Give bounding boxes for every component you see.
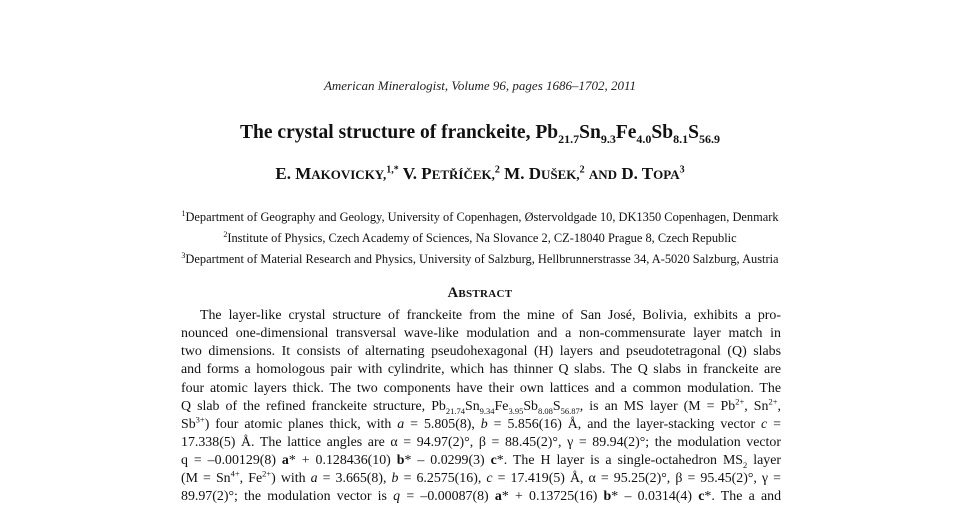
formula-subscript-2: 4.0 bbox=[636, 131, 652, 146]
formula-subscript-3: 8.1 bbox=[673, 131, 689, 146]
author-affil-mark: 1,* bbox=[386, 164, 399, 176]
abstract-line-9: ($M = Sn^{4+}$, $Fe^{2+}$) with a = 3.665(8), b = 6.2575(16), c = 17.419(5) Å, α = 95.25(2)°, β = 95.45(2)°, γ = bbox=[181, 468, 781, 487]
formula-element-4: S bbox=[688, 122, 699, 143]
affiliation-text: Department of Geography and Geology, University of Copenhagen, Østervoldgade 10, DK1350 Copenhagen, Denmark bbox=[185, 210, 779, 225]
formula-element-2: Fe bbox=[615, 122, 637, 143]
author-0 bbox=[275, 164, 398, 183]
formula-subscript-1: 9.3 bbox=[600, 131, 616, 146]
affiliation-number: 3 bbox=[181, 251, 186, 261]
abstract-line-5: Q slab of the refined franckeite structure, $Pb_{21.74}Sn_{9.34}Fe_{3.95}Sb_{8.08}S_{56.87}$, is an MS layer ($M = Pb^{2+}$, $Sn^{2+}$, bbox=[181, 396, 782, 416]
author-and: AND bbox=[588, 167, 618, 182]
title-formula bbox=[535, 122, 720, 146]
formula-element-1: Sn bbox=[579, 122, 601, 143]
formula-subscript-4: 56.9 bbox=[698, 131, 720, 146]
formula-element-3: Sb bbox=[651, 122, 674, 143]
author-initial: E. M bbox=[275, 164, 312, 183]
affiliation-2 bbox=[0, 226, 960, 247]
author-surname: AKOVICKY, bbox=[311, 167, 387, 182]
author-surname: OPA bbox=[653, 167, 680, 182]
author-affil-mark: 2 bbox=[579, 164, 585, 176]
affiliation-text: Department of Material Research and Physics, University of Salzburg, Hellbrunnerstrasse 34, A-5020 Salzburg, Austria bbox=[185, 252, 779, 267]
author-surname: ETŘÍČEK, bbox=[431, 167, 495, 182]
author-affil-mark: 3 bbox=[679, 164, 685, 176]
abstract-line-10: 89.97(2)°; the modulation vector is q = –0.00087(8) a* + 0.13725(16) b* – 0.0314(4) c*. The a and bbox=[181, 489, 782, 505]
journal-citation: American Mineralogist, Volume 96, pages 1686–1702, 2011 bbox=[323, 78, 637, 93]
abstract-line-3: and forms a homologous pair with cylindrite, which has thinner Q slabs. The Q slabs in franckeite are bbox=[181, 362, 781, 378]
affiliation-text: Institute of Physics, Czech Academy of Sciences, Na Slovance 2, CZ-18040 Prague 8, Czech Republic bbox=[227, 231, 737, 246]
affiliation-1 bbox=[0, 205, 960, 226]
affiliation-list bbox=[0, 205, 960, 268]
formula-element-0: Pb bbox=[535, 122, 559, 143]
author-3 bbox=[621, 164, 684, 183]
author-initial: D. T bbox=[621, 164, 654, 183]
author-initial: V. P bbox=[402, 164, 432, 183]
affiliation-3 bbox=[0, 247, 960, 268]
abstract-line-1: nounced one-dimensional transversal wave-like modulation and a non-commensurate layer match in bbox=[181, 326, 781, 342]
abstract-line-4: four atomic layers thick. The two components have their own lattices and a common modulation. The bbox=[181, 380, 781, 396]
abstract-line-8: q = –0.00129(8) a* + 0.128436(10) b* – 0.0299(3) c*. The H layer is a single-octahedron $MS_2$ layer bbox=[181, 453, 781, 470]
author-surname: UŠEK, bbox=[541, 167, 580, 182]
abstract-heading bbox=[0, 285, 960, 302]
abstract-heading-rest: BSTRACT bbox=[458, 288, 513, 300]
author-initial: M. D bbox=[504, 164, 541, 183]
abstract-line-6: $Sb^{3+}$) four atomic planes thick, with a = 5.805(8), b = 5.856(16) Å, and the layer-stacking vector c = bbox=[181, 414, 781, 432]
paper-title bbox=[0, 122, 960, 147]
author-list bbox=[0, 164, 960, 184]
abstract-line-2: two dimensions. It consists of alternating pseudohexagonal (H) layers and pseudotetragonal (Q) slabs bbox=[181, 344, 781, 360]
affiliation-number: 2 bbox=[223, 230, 228, 240]
abstract-body bbox=[181, 307, 781, 507]
title-prefix: The crystal structure of franckeite, bbox=[240, 122, 536, 143]
author-1 bbox=[403, 164, 500, 183]
author-2 bbox=[504, 164, 584, 183]
affiliation-number: 1 bbox=[181, 209, 186, 218]
formula-subscript-0: 21.7 bbox=[558, 131, 580, 146]
abstract-line-7: 17.338(5) Å. The lattice angles are α = 94.97(2)°, β = 88.45(2)°, γ = 89.94(2)°; the modulation vector bbox=[181, 434, 781, 450]
author-affil-mark: 2 bbox=[494, 164, 500, 176]
abstract-heading-initial: A bbox=[447, 285, 459, 301]
abstract-line-0: The layer-like crystal structure of franckeite from the mine of San José, Bolivia, exhibits a pro- bbox=[200, 308, 781, 323]
